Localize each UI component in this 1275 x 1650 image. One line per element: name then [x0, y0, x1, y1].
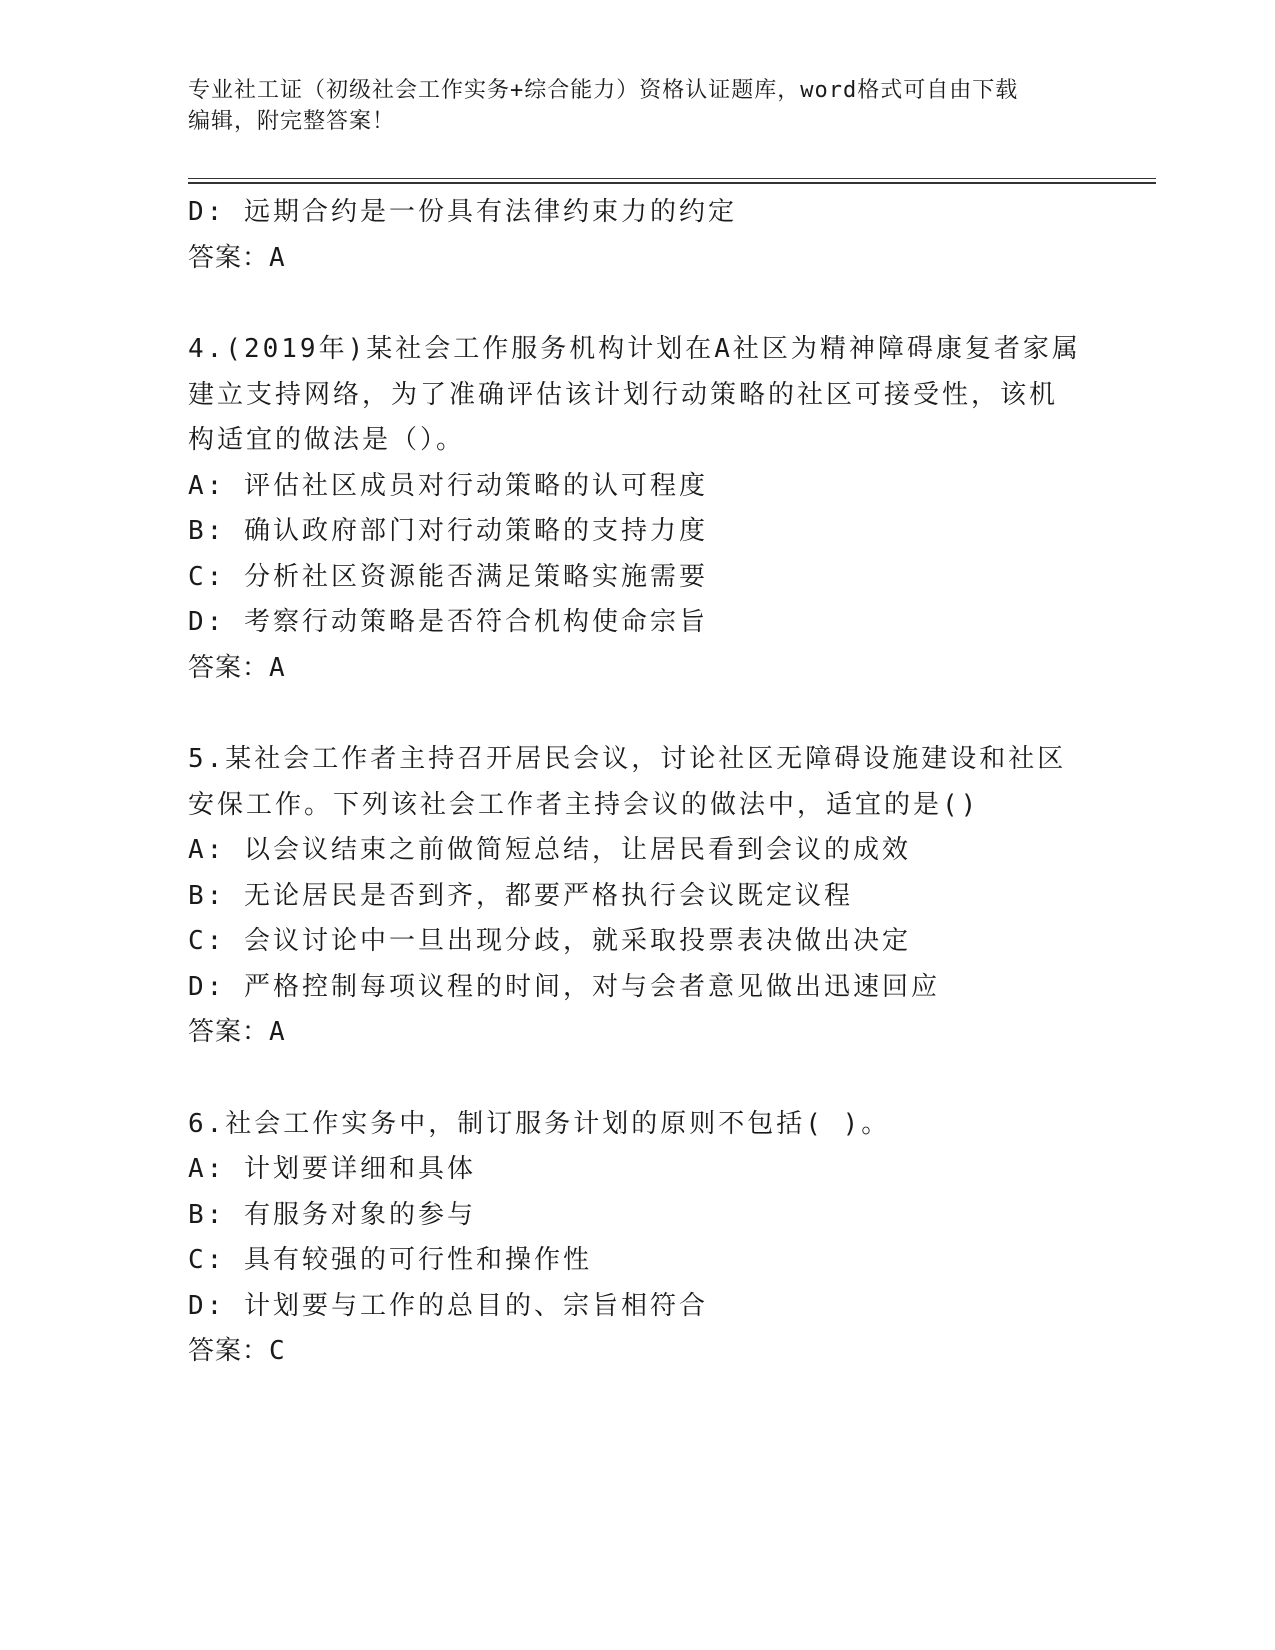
spacer — [188, 691, 1088, 737]
answer: 答案：C — [188, 1336, 286, 1366]
question-stem: 建立支持网络，为了准确评估该计划行动策略的社区可接受性，该机 — [188, 379, 1059, 410]
question-6 — [188, 1102, 1088, 1375]
question-4 — [188, 327, 1088, 691]
option-a: A: 以会议结束之前做简短总结，让居民看到会议的成效 — [188, 835, 911, 865]
question-stem: 6.社会工作实务中，制订服务计划的原则不包括( )。 — [188, 1108, 891, 1139]
option-c: C: 具有较强的可行性和操作性 — [188, 1245, 592, 1275]
option-c: C: 分析社区资源能否满足策略实施需要 — [188, 561, 708, 592]
option-d: D: 考察行动策略是否符合机构使命宗旨 — [188, 607, 708, 637]
answer: 答案：A — [188, 652, 286, 683]
answer: 答案：A — [188, 1017, 286, 1047]
option-d: D: 严格控制每项议程的时间，对与会者意见做出迅速回应 — [188, 971, 940, 1002]
question-stem: 5.某社会工作者主持召开居民会议，讨论社区无障碍设施建设和社区 — [188, 744, 1067, 774]
question-5 — [188, 737, 1088, 1056]
question-stem: 4.(2019年)某社会工作服务机构计划在A社区为精神障碍康复者家属 — [188, 334, 1081, 364]
option-b: B: 有服务对象的参与 — [188, 1199, 476, 1230]
option-d: D: 远期合约是一份具有法律约束力的约定 — [188, 197, 737, 227]
spacer — [188, 281, 1088, 327]
answer: 答案：A — [188, 242, 286, 273]
question-list — [188, 190, 1088, 1375]
question-3-continued — [188, 190, 1088, 281]
option-a: A: 计划要详细和具体 — [188, 1154, 476, 1184]
spacer — [188, 1056, 1088, 1102]
header-line-2: 编辑，附完整答案！ — [188, 109, 396, 134]
option-b: B: 确认政府部门对行动策略的支持力度 — [188, 516, 708, 546]
header-line-1: 专业社工证（初级社会工作实务+综合能力）资格认证题库，word格式可自由下载 — [188, 78, 1019, 103]
option-b: B: 无论居民是否到齐，都要严格执行会议既定议程 — [188, 880, 853, 911]
header-double-rule — [188, 178, 1156, 184]
option-d: D: 计划要与工作的总目的、宗旨相符合 — [188, 1290, 708, 1321]
option-a: A: 评估社区成员对行动策略的认可程度 — [188, 470, 708, 501]
page-header — [188, 75, 1088, 137]
option-c: C: 会议讨论中一旦出现分歧，就采取投票表决做出决定 — [188, 926, 911, 956]
question-stem: 安保工作。下列该社会工作者主持会议的做法中，适宜的是() — [188, 789, 980, 820]
question-stem: 构适宜的做法是（）。 — [188, 425, 466, 455]
